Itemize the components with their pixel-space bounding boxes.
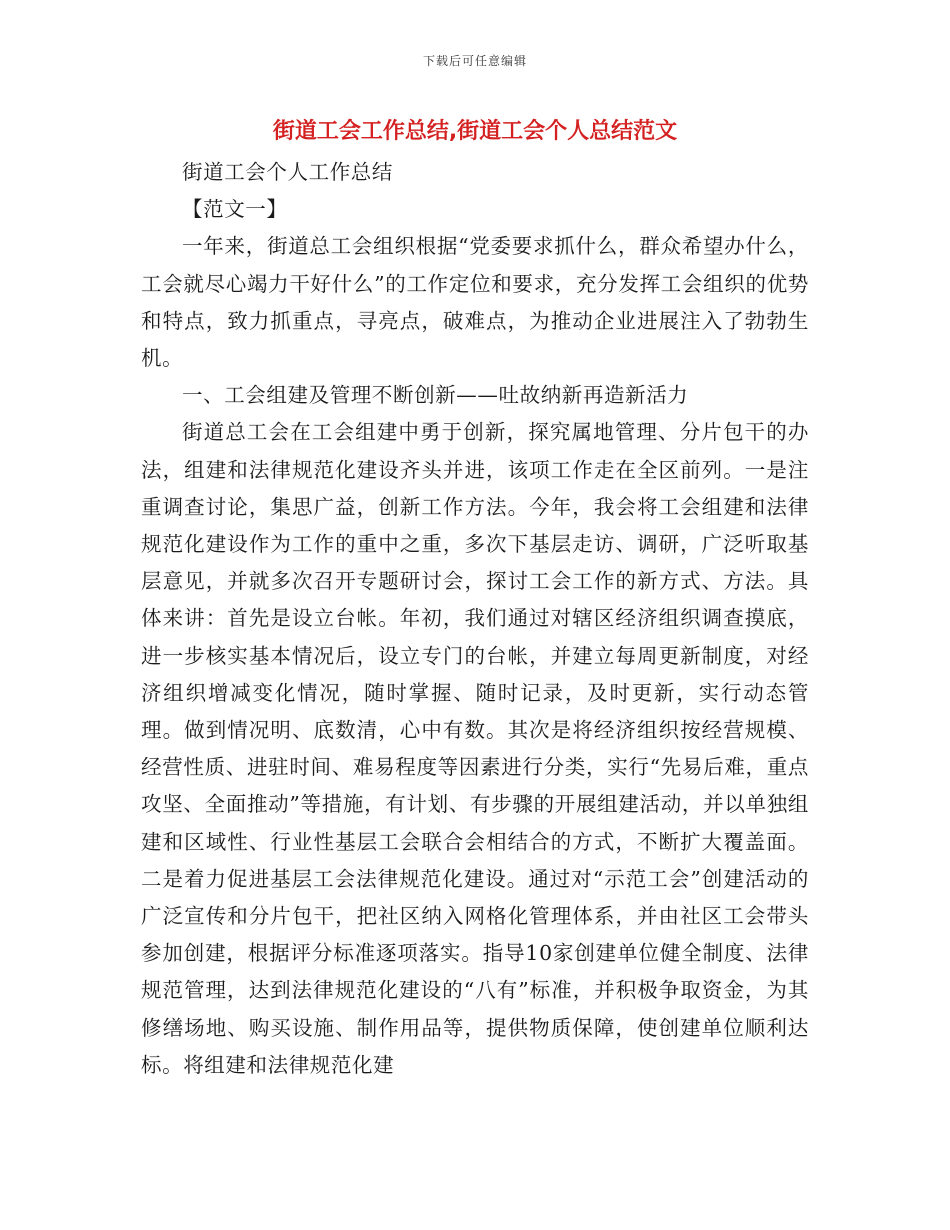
intro-paragraph: 一年来，街道总工会组织根据“党委要求抓什么，群众希望办什么，工会就尽心竭力干好什么”的工作定位和要求，充分发挥工会组织的优势和特点，致力抓重点，寻亮点，破难点，为推动企业进展注入了勃勃生机。 <box>141 234 809 371</box>
sample-label: 【范文一】 <box>182 197 288 222</box>
document-body <box>141 154 809 1084</box>
body-paragraph: 街道总工会在工会组建中勇于创新，探究属地管理、分片包干的办法，组建和法律规范化建设齐头并进，该项工作走在全区前列。一是注重调查讨论，集思广益，创新工作方法。今年，我会将工会组建和法律规范化建设作为工作的重中之重，多次下基层走访、调研，广泛听取基层意见，并就多次召开专题研讨会，探讨工会工作的新方式、方法。具体来讲：首先是设立台帐。年初，我们通过对辖区经济组织调查摸底，进一步核实基本情况后，设立专门的台帐，并建立每周更新制度，对经济组织增减变化情况，随时掌握、随时记录，及时更新，实行动态管理。做到情况明、底数清，心中有数。其次是将经济组织按经营规模、经营性质、进驻时间、难易程度等因素进行分类，实行“先易后难，重点攻坚、全面推动”等措施，有计划、有步骤的开展组建活动，并以单独组建和区域性、行业性基层工会联合会相结合的方式，不断扩大覆盖面。二是着力促进基层工会法律规范化建设。通过对“示范工会”创建活动的广泛宣传和分片包干，把社区纳入网格化管理体系，并由社区工会带头参加创建，根据评分标准逐项落实。指导10家创建单位健全制度、法律规范管理，达到法律规范化建设的“八有”标准，并积极争取资金，为其修缮场地、购买设施、制作用品等，提供物质保障，使创建单位顺利达标。将组建和法律规范化建 <box>141 420 809 1077</box>
section-heading: 一、工会组建及管理不断创新——吐故纳新再造新活力 <box>182 383 689 408</box>
header-note: 下载后可任意编辑 <box>422 54 527 68</box>
document-title: 街道工会工作总结,街道工会个人总结范文 <box>272 119 678 144</box>
subtitle-paragraph: 街道工会个人工作总结 <box>182 160 393 184</box>
